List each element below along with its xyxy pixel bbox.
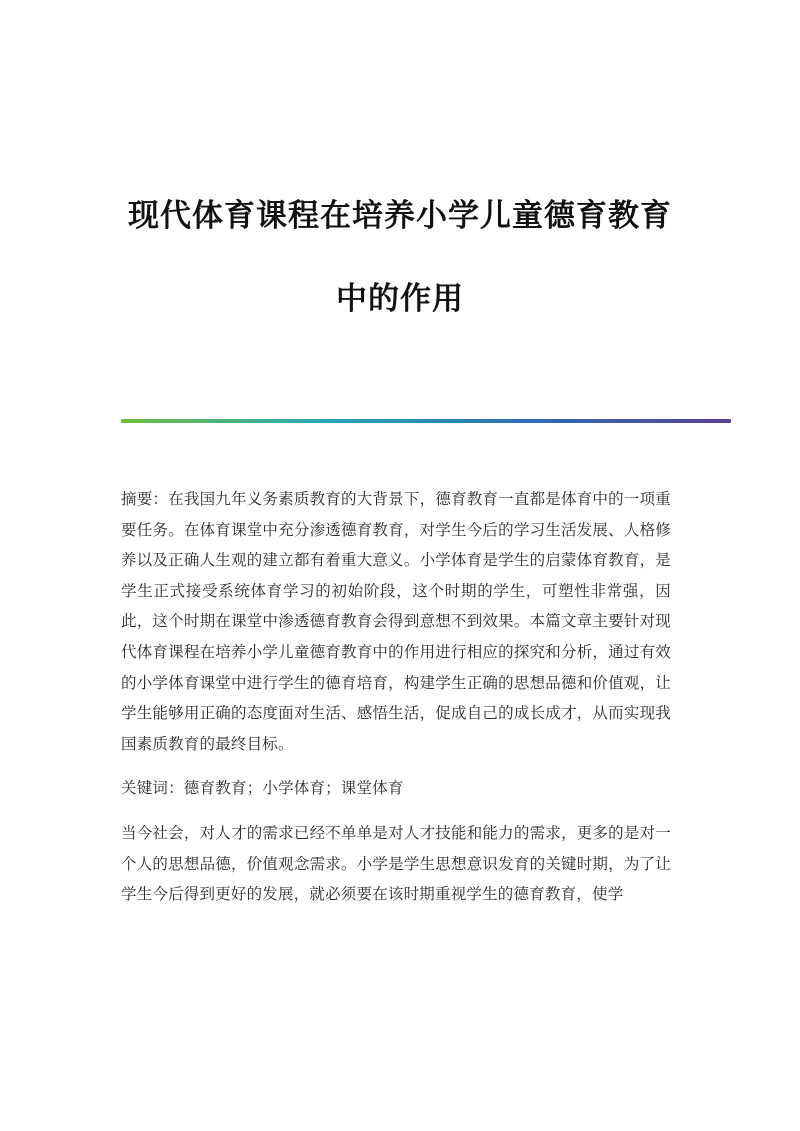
keywords-line: 关键词：德育教育；小学体育；课堂体育 (121, 779, 404, 798)
title-divider (121, 419, 731, 423)
intro-paragraph: 当今社会，对人才的需求已经不单单是对人才技能和能力的需求，更多的是对一个人的思想品德，价值观念需求。小学是学生思想意识发育的关键时期，为了让学生今后得到更好的发展，就必须要在该时期重视学生的德育教育，使学 (121, 823, 671, 904)
abstract-paragraph: 摘要：在我国九年义务素质教育的大背景下，德育教育一直都是体育中的一项重要任务。在体育课堂中充分渗透德育教育，对学生今后的学习生活发展、人格修养以及正确人生观的建立都有着重大意义。小学体育是学生的启蒙体育教育，是学生正式接受系统体育学习的初始阶段，这个时期的学生，可塑性非常强，因此，这个时期在课堂中渗透德育教育会得到意想不到效果。本篇文章主要针对现代体育课程在培养小学儿童德育教育中的作用进行相应的探究和分析，通过有效的小学体育课堂中进行学生的德育培育，构建学生正确的思想品德和价值观，让学生能够用正确的态度面对生活、感悟生活，促成自己的成长成才，从而实现我国素质教育的最终目标。 (121, 490, 671, 753)
gradient-divider-bar (121, 419, 731, 423)
document-title-line-2: 中的作用 (336, 281, 464, 317)
document-title-line-1: 现代体育课程在培养小学儿童德育教育 (128, 198, 672, 234)
document-body (121, 484, 671, 924)
